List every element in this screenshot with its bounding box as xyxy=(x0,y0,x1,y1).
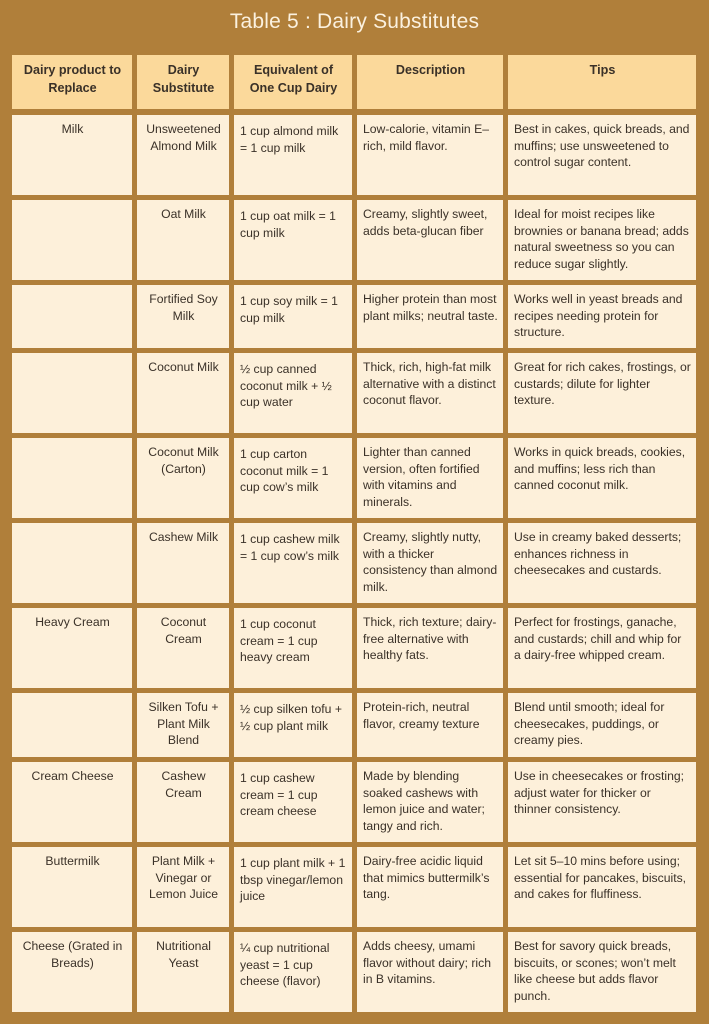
cell-description: Made by blending soaked cashews with lemon juice and water; tangy and rich. xyxy=(357,762,503,842)
header-description: Description xyxy=(357,55,503,109)
cell-dairy-product xyxy=(12,200,132,280)
cell-tips: Use in cheesecakes or frosting; adjust water for thicker or thinner consistency. xyxy=(508,762,696,842)
cell-dairy-substitute: Oat Milk xyxy=(137,200,229,280)
cell-tips: Best in cakes, quick breads, and muffins; use unsweetened to control sugar content. xyxy=(508,115,696,195)
cell-equivalent: 1 cup almond milk = 1 cup milk xyxy=(234,115,352,195)
cell-dairy-substitute: Unsweetened Almond Milk xyxy=(137,115,229,195)
header-tips: Tips xyxy=(508,55,696,109)
cell-dairy-substitute: Coconut Milk (Carton) xyxy=(137,438,229,518)
cell-equivalent: ½ cup silken tofu + ½ cup plant milk xyxy=(234,693,352,757)
cell-dairy-product xyxy=(12,693,132,757)
cell-dairy-substitute: Fortified Soy Milk xyxy=(137,285,229,348)
header-dairy-product: Dairy product to Replace xyxy=(12,55,132,109)
cell-equivalent: 1 cup coconut cream = 1 cup heavy cream xyxy=(234,608,352,688)
cell-dairy-substitute: Cashew Cream xyxy=(137,762,229,842)
cell-equivalent: 1 cup cashew cream = 1 cup cream cheese xyxy=(234,762,352,842)
cell-dairy-substitute: Silken Tofu + Plant Milk Blend xyxy=(137,693,229,757)
cell-dairy-product: Milk xyxy=(12,115,132,195)
cell-equivalent: 1 cup soy milk = 1 cup milk xyxy=(234,285,352,348)
cell-description: Adds cheesy, umami flavor without dairy; rich in B vitamins. xyxy=(357,932,503,1012)
cell-tips: Works in quick breads, cookies, and muffins; less rich than canned coconut milk. xyxy=(508,438,696,518)
cell-dairy-product: Buttermilk xyxy=(12,847,132,927)
cell-dairy-substitute: Plant Milk + Vinegar or Lemon Juice xyxy=(137,847,229,927)
header-dairy-substitute: Dairy Substitute xyxy=(137,55,229,109)
cell-tips: Blend until smooth; ideal for cheesecakes, puddings, or creamy pies. xyxy=(508,693,696,757)
cell-dairy-product: Heavy Cream xyxy=(12,608,132,688)
cell-equivalent: ¼ cup nutritional yeast = 1 cup cheese (flavor) xyxy=(234,932,352,1012)
cell-equivalent: 1 cup oat milk = 1 cup milk xyxy=(234,200,352,280)
cell-tips: Perfect for frostings, ganache, and custards; chill and whip for a dairy-free whipped cream. xyxy=(508,608,696,688)
cell-equivalent: 1 cup cashew milk = 1 cup cow’s milk xyxy=(234,523,352,603)
cell-description: Low-calorie, vitamin E–rich, mild flavor. xyxy=(357,115,503,195)
cell-dairy-product xyxy=(12,353,132,433)
cell-equivalent: 1 cup plant milk + 1 tbsp vinegar/lemon juice xyxy=(234,847,352,927)
cell-tips: Ideal for moist recipes like brownies or banana bread; adds natural sweetness so you can reduce sugar slightly. xyxy=(508,200,696,280)
header-equivalent: Equivalent of One Cup Dairy xyxy=(234,55,352,109)
cell-description: Thick, rich, high-fat milk alternative with a distinct coconut flavor. xyxy=(357,353,503,433)
cell-tips: Works well in yeast breads and recipes needing protein for structure. xyxy=(508,285,696,348)
cell-dairy-product xyxy=(12,438,132,518)
cell-dairy-substitute: Nutritional Yeast xyxy=(137,932,229,1012)
cell-dairy-product: Cream Cheese xyxy=(12,762,132,842)
cell-dairy-product xyxy=(12,285,132,348)
cell-description: Dairy-free acidic liquid that mimics buttermilk’s tang. xyxy=(357,847,503,927)
cell-description: Higher protein than most plant milks; neutral taste. xyxy=(357,285,503,348)
cell-equivalent: ½ cup canned coconut milk + ½ cup water xyxy=(234,353,352,433)
cell-dairy-product: Cheese (Grated in Breads) xyxy=(12,932,132,1012)
cell-dairy-substitute: Coconut Cream xyxy=(137,608,229,688)
cell-description: Lighter than canned version, often fortified with vitamins and minerals. xyxy=(357,438,503,518)
cell-equivalent: 1 cup carton coconut milk = 1 cup cow’s milk xyxy=(234,438,352,518)
cell-description: Thick, rich texture; dairy-free alternative with healthy fats. xyxy=(357,608,503,688)
cell-description: Creamy, slightly nutty, with a thicker consistency than almond milk. xyxy=(357,523,503,603)
cell-dairy-substitute: Cashew Milk xyxy=(137,523,229,603)
cell-description: Creamy, slightly sweet, adds beta-glucan fiber xyxy=(357,200,503,280)
cell-tips: Best for savory quick breads, biscuits, or scones; won’t melt like cheese but adds flavor punch. xyxy=(508,932,696,1012)
table-title: Table 5 : Dairy Substitutes xyxy=(229,10,480,33)
cell-dairy-substitute: Coconut Milk xyxy=(137,353,229,433)
cell-description: Protein-rich, neutral flavor, creamy texture xyxy=(357,693,503,757)
cell-tips: Use in creamy baked desserts; enhances richness in cheesecakes and custards. xyxy=(508,523,696,603)
cell-dairy-product xyxy=(12,523,132,603)
cell-tips: Let sit 5–10 mins before using; essential for pancakes, biscuits, and cakes for fluffiness. xyxy=(508,847,696,927)
cell-tips: Great for rich cakes, frostings, or custards; dilute for lighter texture. xyxy=(508,353,696,433)
